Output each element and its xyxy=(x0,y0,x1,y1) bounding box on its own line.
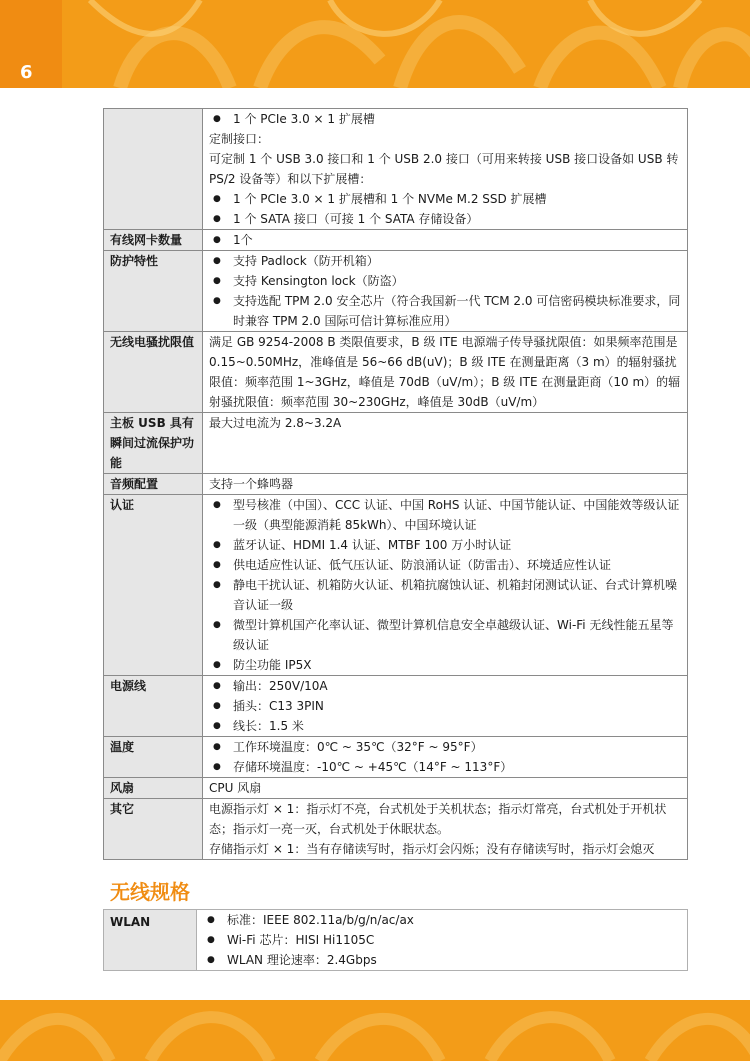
row-value xyxy=(203,778,688,799)
table-row xyxy=(104,676,688,737)
row-label: 主板 USB 具有瞬间过流保护功能 xyxy=(104,413,203,474)
bullet-item: ● 微型计算机国产化率认证、微型计算机信息安全卓越级认证、Wi-Fi 无线性能五星等级认证 xyxy=(209,615,681,655)
row-value xyxy=(203,413,688,474)
bullet-list xyxy=(209,737,681,777)
bullet-item: ● 1个 xyxy=(209,230,681,250)
bullet-item: ● 防尘功能 IP5X xyxy=(209,655,681,675)
row-label: 风扇 xyxy=(104,778,203,799)
row-label xyxy=(104,109,203,230)
header-banner xyxy=(0,0,750,88)
row-label: 防护特性 xyxy=(104,251,203,332)
bullet-item: ● 1 个 PCIe 3.0 × 1 扩展槽和 1 个 NVMe M.2 SSD 扩展槽 xyxy=(209,189,681,209)
bullet-item: ● Wi-Fi 芯片：HISI Hi1105C xyxy=(203,930,681,950)
text-line: 存储指示灯 × 1：当有存储读写时，指示灯会闪烁；没有存储读写时，指示灯会熄灭 xyxy=(209,842,655,856)
row-label: 温度 xyxy=(104,737,203,778)
bullet-list xyxy=(203,910,681,970)
table-row xyxy=(104,495,688,676)
table-row xyxy=(104,109,688,230)
spec-table xyxy=(103,108,688,860)
bullet-list xyxy=(209,251,681,331)
bullet-item: ● 静电干扰认证、机箱防火认证、机箱抗腐蚀认证、机箱封闭测试认证、台式计算机噪音认证一级 xyxy=(209,575,681,615)
row-value xyxy=(203,251,688,332)
bullet-item: ● 存储环境温度：-10℃ ~ +45℃（14°F ~ 113°F） xyxy=(209,757,681,777)
row-label: WLAN xyxy=(104,910,197,971)
bullet-item: ● WLAN 理论速率：2.4Gbps xyxy=(203,950,681,970)
row-value xyxy=(203,230,688,251)
table-row xyxy=(104,413,688,474)
row-value xyxy=(197,910,688,971)
bullet-item: ● 工作环境温度：0℃ ~ 35℃（32°F ~ 95°F） xyxy=(209,737,681,757)
wlan-table xyxy=(103,909,688,971)
row-label: 其它 xyxy=(104,799,203,860)
row-label: 音频配置 xyxy=(104,474,203,495)
text-line: 电源指示灯 × 1：指示灯不亮，台式机处于关机状态；指示灯常亮，台式机处于开机状态；指示灯一亮一灭，台式机处于休眠状态。 xyxy=(209,802,667,836)
row-label: 电源线 xyxy=(104,676,203,737)
footer-decoration xyxy=(0,1000,750,1061)
row-label: 有线网卡数量 xyxy=(104,230,203,251)
section-title: 无线规格 xyxy=(110,880,190,904)
bullet-item: ● 标准：IEEE 802.11a/b/g/n/ac/ax xyxy=(203,910,681,930)
bullet-list xyxy=(209,676,681,736)
bullet-item: ● 插头：C13 3PIN xyxy=(209,696,681,716)
table-row xyxy=(104,778,688,799)
bullet-item: ● 1 个 PCIe 3.0 × 1 扩展槽 xyxy=(209,109,681,129)
bullet-list xyxy=(209,189,681,229)
row-label: 认证 xyxy=(104,495,203,676)
table-row xyxy=(104,230,688,251)
bullet-item: ● 蓝牙认证、HDMI 1.4 认证、MTBF 100 万小时认证 xyxy=(209,535,681,555)
row-value xyxy=(203,332,688,413)
bullet-list xyxy=(209,230,681,250)
row-value xyxy=(203,474,688,495)
header-decoration xyxy=(0,0,750,88)
text-line: CPU 风扇 xyxy=(209,781,262,795)
bullet-item: ● 型号核准（中国）、CCC 认证、中国 RoHS 认证、中国节能认证、中国能效等级认证一级（典型能源消耗 85kWh）、中国环境认证 xyxy=(209,495,681,535)
table-row xyxy=(104,332,688,413)
page-number: 6 xyxy=(20,62,33,83)
bullet-list xyxy=(209,495,681,675)
bullet-item: ● 支持选配 TPM 2.0 安全芯片（符合我国新一代 TCM 2.0 可信密码模块标准要求，同时兼容 TPM 2.0 国际可信计算标准应用） xyxy=(209,291,681,331)
footer-banner xyxy=(0,1000,750,1061)
row-value xyxy=(203,799,688,860)
text-line: 满足 GB 9254-2008 B 类限值要求，B 级 ITE 电源端子传导骚扰限值：如果频率范围是 0.15~0.50MHz，准峰值是 56~66 dB(uV)；B 级 ITE 在测量距离（3 m）的辐射骚扰限值：频率范围 1~3GHz，峰值是 70dB（uV/m）；B 级 ITE 在测量距商（10 m）的辐射骚扰限值：频率范围 30~230GHz，峰值是 30dB（uV/m） xyxy=(209,335,681,409)
row-value xyxy=(203,495,688,676)
row-label: 无线电骚扰限值 xyxy=(104,332,203,413)
bullet-item: ● 线长：1.5 米 xyxy=(209,716,681,736)
bullet-item: ● 支持 Padlock（防开机箱） xyxy=(209,251,681,271)
text-line: 可定制 1 个 USB 3.0 接口和 1 个 USB 2.0 接口（可用来转接 USB 接口设备如 USB 转 PS/2 设备等）和以下扩展槽： xyxy=(209,152,679,186)
table-row xyxy=(104,910,688,971)
table-row xyxy=(104,799,688,860)
text-line: 支持一个蜂鸣器 xyxy=(209,477,294,491)
table-row xyxy=(104,251,688,332)
row-value xyxy=(203,109,688,230)
bullet-item: ● 供电适应性认证、低气压认证、防浪涌认证（防雷击）、环境适应性认证 xyxy=(209,555,681,575)
text-line: 最大过电流为 2.8~3.2A xyxy=(209,416,342,430)
bullet-item: ● 支持 Kensington lock（防盗） xyxy=(209,271,681,291)
text-line: 定制接口： xyxy=(209,132,270,146)
row-value xyxy=(203,737,688,778)
row-value xyxy=(203,676,688,737)
table-row xyxy=(104,737,688,778)
table-row xyxy=(104,474,688,495)
bullet-item: ● 输出：250V/10A xyxy=(209,676,681,696)
bullet-list xyxy=(209,109,681,129)
bullet-item: ● 1 个 SATA 接口（可接 1 个 SATA 存储设备） xyxy=(209,209,681,229)
